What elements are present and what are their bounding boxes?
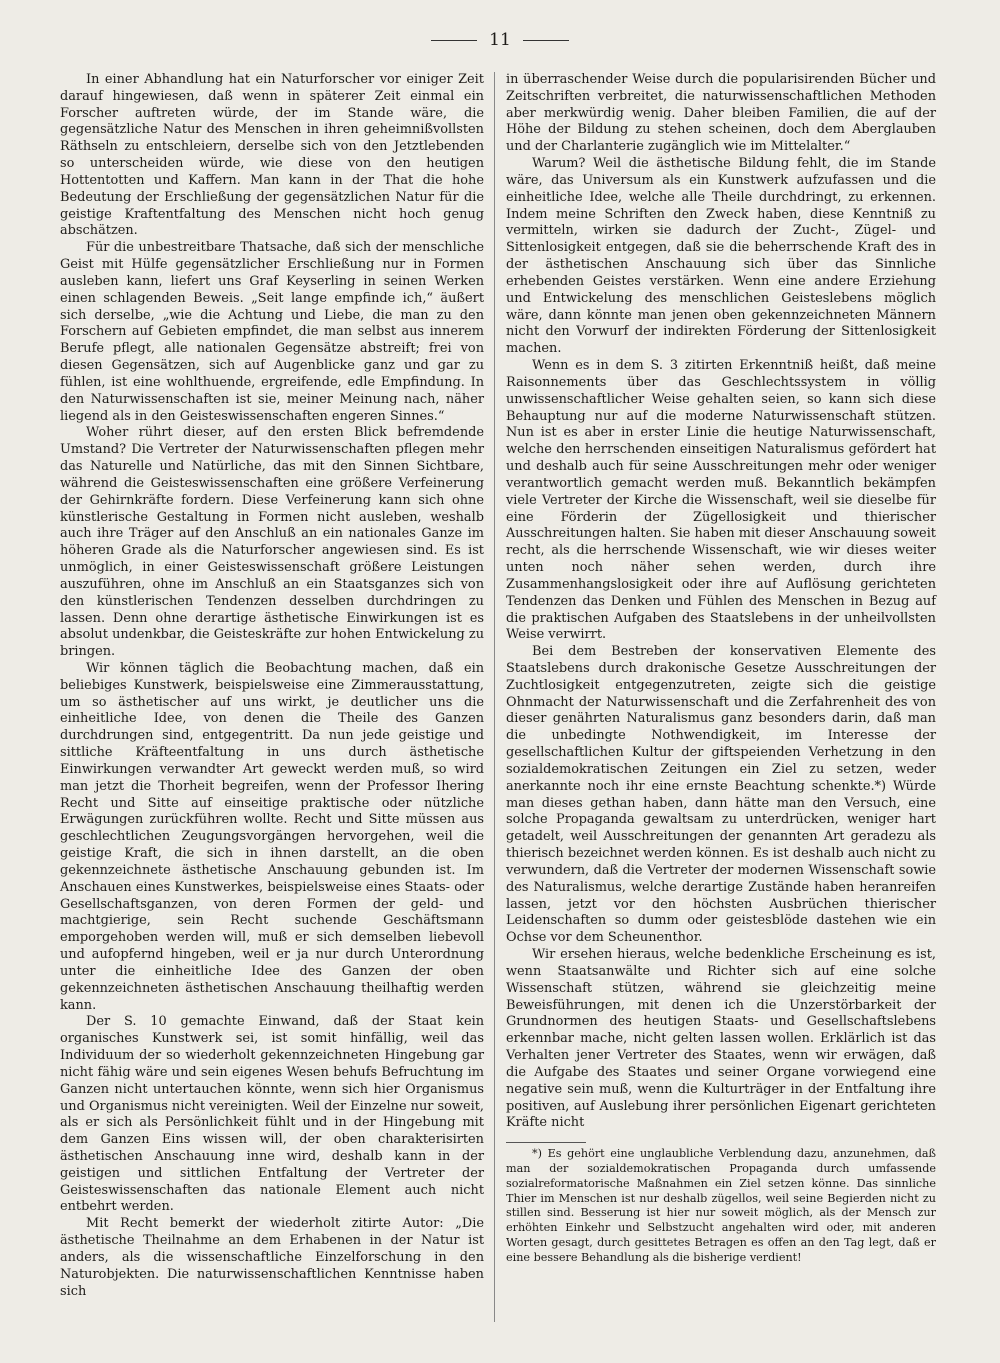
paragraph: Der S. 10 gemachte Einwand, daß der Staat kein organisches Kunstwerk sei, ist somit hinfällig, weil das Individuum der so wiederholt gekennzeichneten Hingebung gar nicht fähig wäre und sein eigenes Wesen behufs Befruchtung im Ganzen nicht untertauchen könnte, wenn sich hier Organismus und Organismus nicht vereinigten. Weil der Einzelne nur soweit, als er sich als Persönlichkeit fühlt und in der Hingebung mit dem Ganzen Eins wissen will, der oben charakterisirten ästhetischen Anschauung inne wird, deshalb kann in der geistigen und sittlichen Entfaltung der Vertreter der Geisteswissenschaften das nationale Element auch nicht entbehrt werden. xyxy=(60,1014,484,1215)
page-number: 11 xyxy=(489,30,511,50)
paragraph: in überraschender Weise durch die popularisirenden Bücher und Zeitschriften verbreitet, die naturwissenschaftlichen Methoden aber merkwürdig wenig. Daher bleiben Familien, die auf der Höhe der Bildung zu stehen scheinen, doch dem Aberglauben und der Charlanterie zugänglich wie im Mittelalter.“ xyxy=(506,72,936,155)
right-column xyxy=(506,72,936,1265)
paragraph: Für die unbestreitbare Thatsache, daß sich der menschliche Geist mit Hülfe gegensätzlicher Erschließung nur in Formen ausleben kann, liefert uns Graf Keyserling in seinen Werken einen schlagenden Beweis. „Seit lange empfinde ich,“ äußert sich derselbe, „wie die Achtung und Liebe, die man zu den Forschern auf Gebieten empfindet, die man selbst aus innerem Berufe pflegt, alle nationalen Gegensätze abstreift; frei von diesen Gegensätzen, sich auf Augenblicke ganz und gar zu fühlen, ist eine wohlthuende, ergreifende, edle Empfindung. In den Naturwissenschaften ist sie, meiner Meinung nach, näher liegend als in den Geisteswissenschaften engeren Sinnes.“ xyxy=(60,240,484,424)
footnote-rule xyxy=(506,1142,586,1143)
header-dash-right xyxy=(523,40,569,41)
page-number-header xyxy=(0,30,1000,50)
paragraph: In einer Abhandlung hat ein Naturforscher vor einiger Zeit darauf hingewiesen, daß wenn in späterer Zeit einmal ein Forscher auftreten würde, der im Stande wäre, die gegensätzliche Natur des Menschen in ihren geheimnißvollsten Räthseln zu entschleiern, derselbe sich von den Jetztlebenden so unterscheiden würde, wie diese von den heutigen Hottentotten und Kaffern. Man kann in der That die hohe Bedeutung der Erschließung der gegensätzlichen Natur für die geistige Kraftentfaltung des Menschen nicht hoch genug abschätzen. xyxy=(60,72,484,239)
paragraph: Woher rührt dieser, auf den ersten Blick befremdende Umstand? Die Vertreter der Naturwissenschaften pflegen mehr das Naturelle und Natürliche, das mit den Sinnen Sichtbare, während die Geisteswissenschaften eine größere Verfeinerung der Gehirnkräfte fordern. Diese Verfeinerung kann sich ohne künstlerische Gestaltung in Formen nicht ausleben, weshalb auch ihre Träger auf den Anschluß an ein nationales Ganze im höheren Grade als die Naturforscher angewiesen sind. Es ist unmöglich, in einer Geisteswissenschaft größere Leistungen auszuführen, ohne im Anschluß an ein Staatsganzes sich von den künstlerischen Tendenzen desselben durchdringen zu lassen. Denn ohne derartige ästhetische Einwirkungen ist es absolut undenkbar, die Geisteskräfte zur hohen Entwickelung zu bringen. xyxy=(60,425,484,660)
footnote xyxy=(506,1147,936,1265)
paragraph: Wir können täglich die Beobachtung machen, daß ein beliebiges Kunstwerk, beispielsweise eine Zimmerausstattung, um so ästhetischer auf uns wirkt, je deutlicher uns die einheitliche Idee, von denen die Theile des Ganzen durchdrungen sind, entgegentritt. Da nun jede geistige und sittliche Kräfteentfaltung in uns durch ästhetische Einwirkungen verwandter Art geweckt werden muß, so wird man jetzt die Thorheit begreifen, wenn der Professor Ihering Recht und Sitte auf einseitige praktische oder nützliche Erwägungen zurückführen wollte. Recht und Sitte müssen aus geschlechtlichen Zeugungsvorgängen hervorgehen, weil die geistige Kraft, die sich in ihnen darstellt, an die oben gekennzeichnete ästhetische Anschauung gebunden ist. Im Anschauen eines Kunstwerkes, beispielsweise eines Staats- oder Gesellschaftsganzen, von deren Formen der geld- und machtgierige, sein Recht suchende Geschäftsmann emporgehoben werden will, muß er sich demselben liebevoll und aufopfernd hingeben, weil er ja nur durch Unterordnung unter die einheitliche Idee des Ganzen der oben gekennzeichneten ästhetischen Anschauung theilhaftig werden kann. xyxy=(60,660,484,1013)
paragraph: Bei dem Bestreben der konservativen Elemente des Staatslebens durch drakonische Gesetze Ausschreitungen der Zuchtlosigkeit entgegenzutreten, zeigte sich die geistige Ohnmacht der Naturwissenschaft und die Zerfahrenheit des von dieser genährten Naturalismus ganz besonders darin, daß man die unbedingte Nothwendigkeit, im Interesse der gesellschaftlichen Kultur der giftspeienden Verhetzung in den sozialdemokratischen Zeitungen ein Ziel zu setzen, weder anerkannte noch ihr eine ernste Beachtung schenkte.*) Würde man dieses gethan haben, dann hätte man den Versuch, eine solche Propaganda gewaltsam zu unterdrücken, weniger hart getadelt, weil Ausschreitungen der genannten Art geradezu als thierisch bezeichnet werden können. Es ist deshalb auch nicht zu verwundern, daß die Vertreter der modernen Wissenschaft sowie des Naturalismus, welche derartige Zustände haben heranreifen lassen, jetzt vor den höchsten Ausbrüchen thierischer Leidenschaften so dumm oder geistesblöde dastehen wie ein Ochse vor dem Scheunenthor. xyxy=(506,644,936,946)
paragraph: Wenn es in dem S. 3 zitirten Erkenntniß heißt, daß meine Raisonnements über das Geschlechtssystem in völlig unwissenschaftlicher Weise gehalten seien, so kann sich diese Behauptung nur auf die moderne Naturwissenschaft stützen. Nun ist es aber in erster Linie die heutige Naturwissenschaft, welche den herrschenden einseitigen Naturalismus gefördert hat und deshalb auch für seine Ausschreitungen mehr oder weniger verantwortlich gemacht werden muß. Bekanntlich bekämpfen viele Vertreter der Kirche die Wissenschaft, weil sie dieselbe für eine Förderin der Zügellosigkeit und thierischer Ausschreitungen halten. Sie haben mit dieser Anschauung soweit recht, als die herrschende Wissenschaft, wie wir dieses weiter unten noch näher sehen werden, durch ihre Zusammenhangslosigkeit oder ihre auf Auflösung gerichteten Tendenzen das Denken und Fühlen des Menschen in Bezug auf die praktischen Aufgaben des Staatslebens in der unheilvollsten Weise verwirrt. xyxy=(506,358,936,643)
header-dash-left xyxy=(431,40,477,41)
footnote-text: *) Es gehört eine unglaubliche Verblendung dazu, anzunehmen, daß man der sozialdemokratischen Propaganda durch umfassende sozialreformatorische Maßnahmen ein Ziel setzen könne. Das sinnliche Thier im Menschen ist nur deshalb zügellos, weil seine Begierden nicht zu stillen sind. Besserung ist hier nur soweit möglich, als der Mensch zur erhöhten Einkehr und Selbstzucht angehalten wird oder, mit anderen Worten gesagt, durch gesittetes Betragen es offen an den Tag legt, daß er eine bessere Behandlung als die bisherige verdient! xyxy=(506,1147,936,1264)
paragraph: Mit Recht bemerkt der wiederholt zitirte Autor: „Die ästhetische Theilnahme an dem Erhabenen in der Natur ist anders, als die wissenschaftliche Einzelforschung in den Naturobjekten. Die naturwissenschaftlichen Kenntnisse haben sich xyxy=(60,1216,484,1299)
left-column xyxy=(60,72,484,1300)
column-divider xyxy=(494,72,495,1322)
paragraph: Wir ersehen hieraus, welche bedenkliche Erscheinung es ist, wenn Staatsanwälte und Richter sich auf eine solche Wissenschaft stützen, während sie gleichzeitig meine Beweisführungen, mit denen ich die Unzerstörbarkeit der Grundnormen des heutigen Staats- und Gesellschaftslebens erkennbar mache, nicht gelten lassen wollen. Erklärlich ist das Verhalten jener Vertreter des Staates, wenn wir erwägen, daß die Aufgabe des Staates und seiner Organe vorwiegend eine negative sein muß, wenn die Kulturträger in der Entfaltung ihre positiven, auf Auslebung ihrer persönlichen Eigenart gerichteten Kräfte nicht xyxy=(506,947,936,1131)
paragraph: Warum? Weil die ästhetische Bildung fehlt, die im Stande wäre, das Universum als ein Kunstwerk aufzufassen und die einheitliche Idee, welche alle Theile durchdringt, zu erkennen. Indem meine Schriften den Zweck haben, diese Kenntniß zu vermitteln, wirken sie dadurch der Zucht-, Zügel- und Sittenlosigkeit entgegen, daß sie die beherrschende Kraft des in der ästhetischen Anschauung sich über das Sinnliche erhebenden Geistes verstärken. Wenn eine andere Erziehung und Entwickelung des menschlichen Geisteslebens möglich wäre, dann könnte man jenen oben gekennzeichneten Männern nicht den Vorwurf der indirekten Förderung der Sittenlosigkeit machen. xyxy=(506,156,936,357)
